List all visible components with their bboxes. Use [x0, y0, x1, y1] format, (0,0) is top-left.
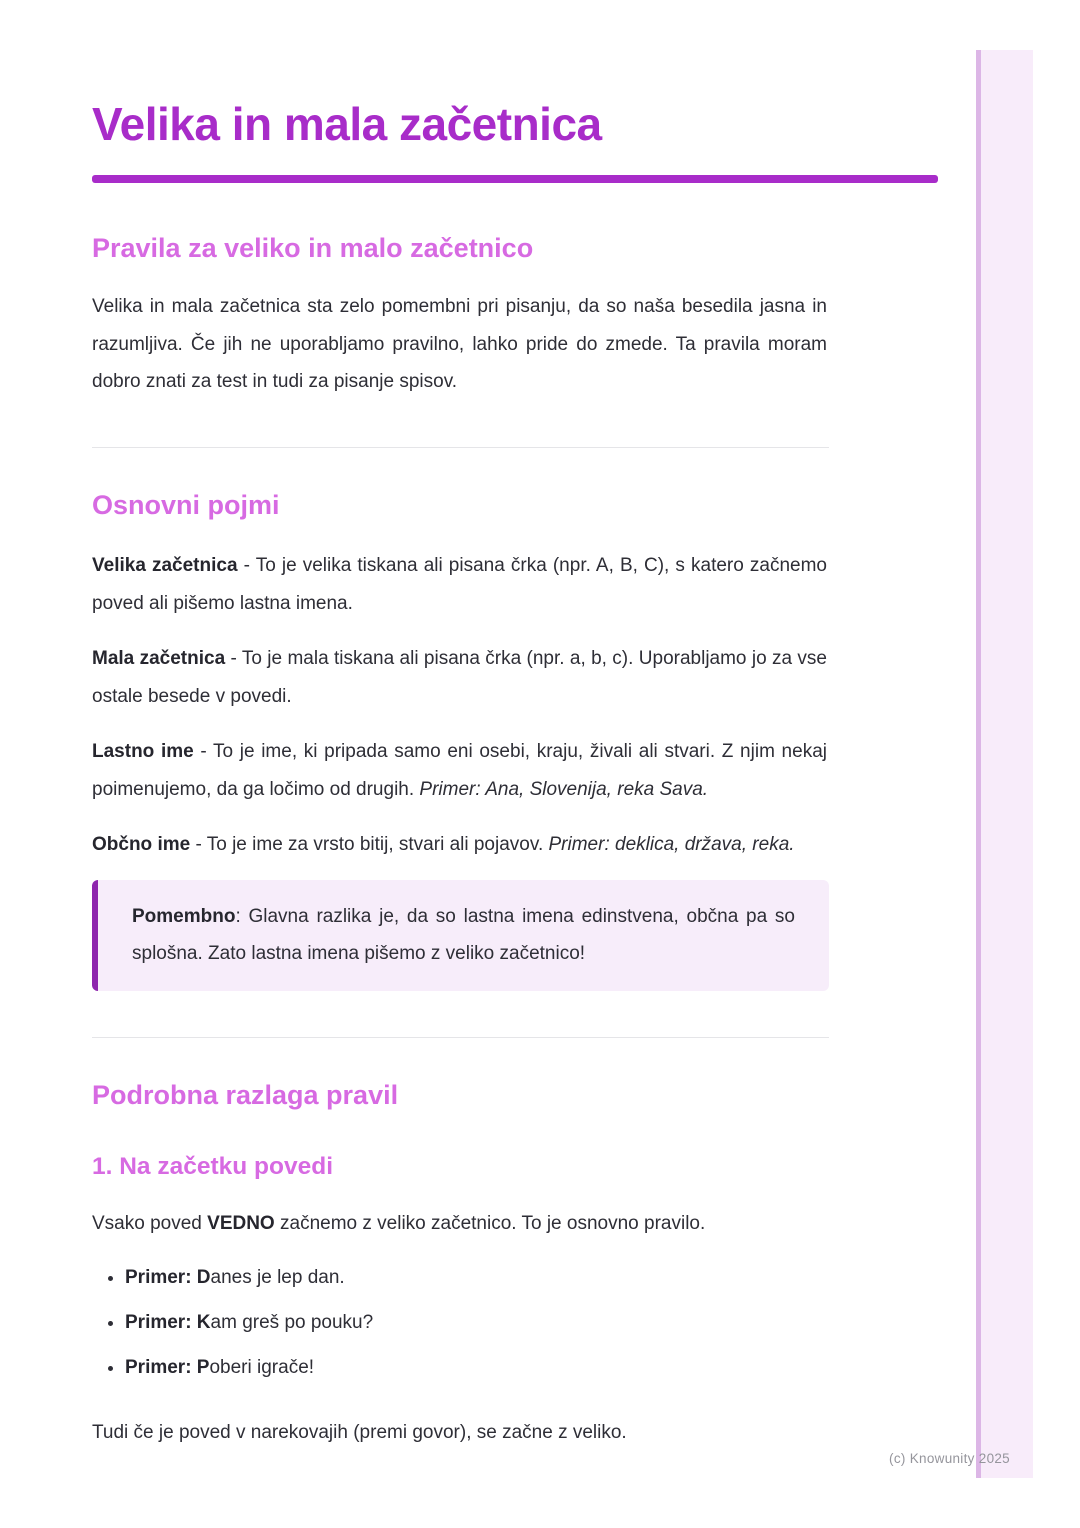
definition-text: To je velika tiskana ali pisana črka (npr. A, B, C), s katero začnemo poved ali pišemo lastna imena.	[92, 555, 827, 614]
section-heading-pravila: Pravila za veliko in malo začetnico	[92, 232, 534, 263]
callout-body: : Glavna razlika je, da so lastna imena edinstvena, občna pa so splošna. Zato lastna imena pišemo z veliko začetnico!	[132, 905, 795, 965]
rule1-intro	[92, 1205, 827, 1243]
side-strip-decoration	[976, 50, 1033, 1478]
definition-text: To je mala tiskana ali pisana črka (npr. a, b, c). Uporabljamo jo za vse ostale besede v povedi.	[92, 648, 827, 707]
examples-list	[92, 1259, 938, 1386]
divider-1	[92, 447, 829, 448]
definition-text: To je ime, ki pripada samo eni osebi, kraju, živali ali stvari. Z njim nekaj poimenujemo, da ga ločimo od drugih.	[92, 741, 827, 800]
section-podrobna-razlaga	[92, 1079, 938, 1452]
definition-term: Občno ime	[92, 834, 191, 856]
example-item	[125, 1304, 938, 1341]
example-label: Primer: D	[125, 1266, 211, 1288]
example-item	[125, 1259, 938, 1296]
example-item	[125, 1349, 938, 1386]
definition-example: Primer: Ana, Slovenija, reka Sava.	[414, 778, 709, 800]
definition-dash: -	[190, 834, 207, 856]
subsection-heading-na-zacetku-povedi: 1. Na začetku povedi	[92, 1153, 334, 1181]
definition-lastno-ime	[92, 733, 827, 808]
definition-term: Velika začetnica	[92, 555, 238, 577]
section-heading-podrobna-razlaga: Podrobna razlaga pravil	[92, 1079, 399, 1110]
definition-text: To je ime za vrsto bitij, stvari ali pojavov.	[206, 834, 544, 856]
callout-pomembno	[92, 880, 829, 991]
copyright-notice: (c) Knowunity 2025	[889, 1451, 1010, 1466]
rule1-intro-post: začnemo z veliko začetnico. To je osnovno pravilo.	[274, 1213, 706, 1235]
rule1-intro-pre: Vsako poved	[92, 1213, 208, 1235]
section-heading-osnovni-pojmi: Osnovni pojmi	[92, 489, 280, 520]
callout-lead: Pomembno	[132, 905, 236, 927]
example-text: am greš po pouku?	[210, 1311, 374, 1333]
example-text: anes je lep dan.	[210, 1266, 345, 1288]
definition-example: Primer: deklica, država, reka.	[543, 834, 795, 856]
definition-dash: -	[225, 648, 242, 670]
definition-velika-zacetnica	[92, 547, 827, 622]
divider-2	[92, 1037, 829, 1038]
example-text: oberi igrače!	[209, 1356, 315, 1378]
title-rule	[92, 175, 938, 183]
rule1-outro: Tudi če je poved v narekovajih (premi govor), se začne z veliko.	[92, 1421, 627, 1443]
callout-text	[132, 898, 795, 973]
section-pravila	[92, 232, 938, 401]
definition-dash: -	[193, 741, 214, 763]
rule1-intro-emphasis: VEDNO	[207, 1213, 275, 1235]
definition-dash: -	[237, 555, 256, 577]
definition-obcno-ime	[92, 826, 827, 864]
example-label: Primer: K	[125, 1311, 211, 1333]
definition-mala-zacetnica	[92, 640, 827, 715]
definition-term: Lastno ime	[92, 741, 194, 763]
page-title: Velika in mala začetnica	[92, 98, 602, 150]
definition-term: Mala začetnica	[92, 648, 226, 670]
document-content	[92, 0, 938, 1451]
section-osnovni-pojmi	[92, 489, 938, 991]
example-label: Primer: P	[125, 1356, 210, 1378]
intro-paragraph: Velika in mala začetnica sta zelo pomembni pri pisanju, da so naša besedila jasna in razumljiva. Če jih ne uporabljamo pravilno, lahko pride do zmede. Ta pravila moram dobro znati za test in tudi za pisanje spisov.	[92, 296, 827, 393]
